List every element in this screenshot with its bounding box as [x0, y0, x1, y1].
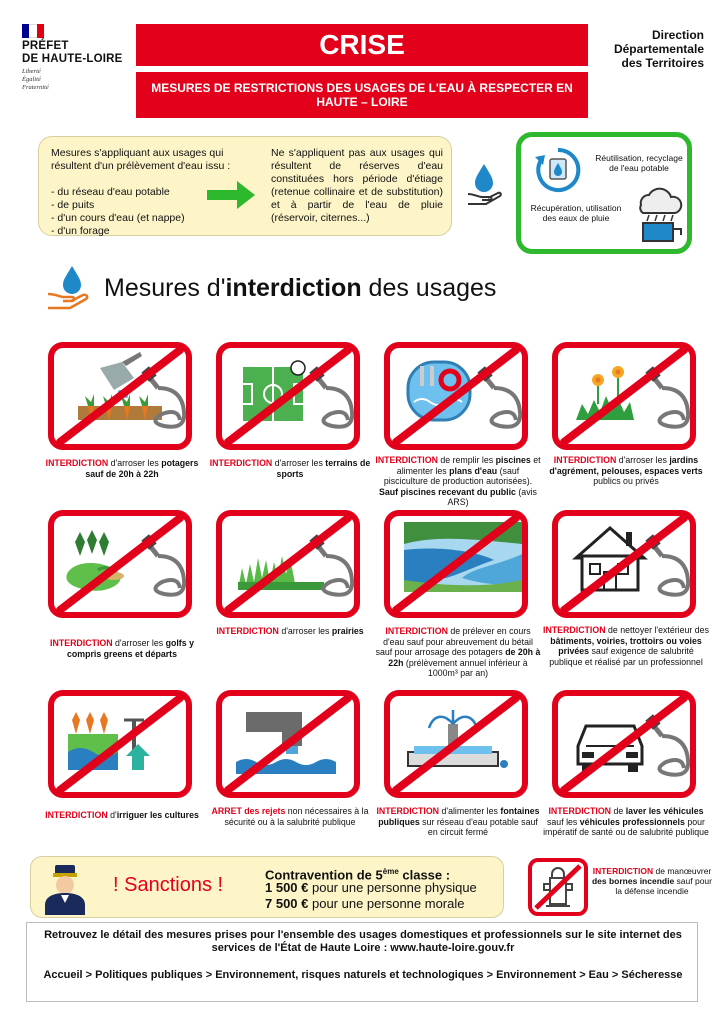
- more-info-footer: [26, 922, 698, 1002]
- golf-course-icon: [48, 510, 192, 618]
- direction-label: Direction Départementale des Territoires: [613, 28, 704, 70]
- car-wash-icon: [552, 690, 696, 798]
- rain-collector-icon: [631, 185, 685, 243]
- hydrant-caption: INTERDICTION de manœuvrer des bornes incendie sauf pour la défense incendie: [591, 866, 712, 896]
- fountain-icon: [384, 690, 528, 798]
- restriction-caption: INTERDICTION d'arroser les potagers sauf de 20h à 22h: [45, 458, 199, 479]
- house-icon: [552, 510, 696, 618]
- fine-legal-entity: 7 500 € pour une personne morale: [265, 896, 465, 911]
- scope-panel: [38, 136, 452, 236]
- arrow-right-icon: [207, 181, 255, 209]
- republic-motto: Liberté Égalité Fraternité: [22, 68, 49, 91]
- prefecture-name: PRÉFET DE HAUTE-LOIRE: [22, 40, 123, 65]
- restriction-caption: INTERDICTION d'arroser les jardins d'agrément, pelouses, espaces verts publics ou privés: [549, 455, 703, 487]
- restriction-caption: INTERDICTION d'arroser les golfs y compris greens et départs: [50, 638, 194, 659]
- restriction-caption: INTERDICTION de remplir les piscines et alimenter les plans d'eau (sauf pisciculture de production autorisées). Sauf piscines recevant du public (avis ARS): [375, 455, 541, 508]
- sports-field-icon: [216, 342, 360, 450]
- water-reuse-panel: [516, 132, 692, 254]
- french-flag-icon: [22, 24, 44, 38]
- swimming-pool-icon: [384, 342, 528, 450]
- restriction-caption: INTERDICTION de prélever en cours d'eau sauf pour abreuvement du bétail sauf pour arrosage des potagers de 20h à 22h (prélèvement annuel inférieur à 1000m³ par an): [375, 626, 541, 679]
- breadcrumb: Accueil > Politiques publiques > Environnement, risques naturels et technologiques > Environnement > Eau > Sécheresse: [43, 969, 683, 981]
- restriction-caption: INTERDICTION d'alimenter les fontaines publiques sur réseau d'eau potable sauf en circuit fermé: [376, 806, 540, 838]
- meadow-icon: [216, 510, 360, 618]
- restriction-caption: INTERDICTION d'irriguer les cultures: [45, 810, 199, 820]
- gendarme-icon: [41, 861, 89, 915]
- restriction-caption: INTERDICTION d'arroser les terrains de sports: [209, 458, 371, 479]
- restrictions-subtitle: MESURES DE RESTRICTIONS DES USAGES DE L'EAU À RESPECTER EN HAUTE – LOIRE: [136, 72, 588, 118]
- fine-natural-person: 1 500 € pour une personne physique: [265, 880, 477, 895]
- contravention-title: Contravention de 5ème classe :: [265, 867, 451, 883]
- restriction-caption: ARRET des rejets non nécessaires à la sécurité ou à la salubrité publique: [211, 806, 369, 827]
- prefecture-logo: [22, 24, 132, 92]
- sanctions-panel: [30, 856, 504, 918]
- reuse-label: Réutilisation, recyclage de l'eau potable: [595, 153, 683, 173]
- water-drop-hand-icon: [46, 264, 92, 310]
- water-drop-hand-icon: [466, 162, 502, 206]
- rainwater-label: Récupération, utilisation des eaux de pluie: [530, 203, 622, 223]
- restriction-caption: INTERDICTION de nettoyer l'extérieur des bâtiments, voiries, trottoirs ou voies privées sauf exigence de salubrité publique et réalisé par un professionnel: [543, 625, 709, 667]
- river-icon: [384, 510, 528, 618]
- restriction-caption: INTERDICTION de laver les véhicules sauf les véhicules professionnels pour impératif de santé ou de salubrité publique: [543, 806, 709, 838]
- crisis-banner: CRISE: [136, 24, 588, 66]
- section-title: Mesures d'interdiction des usages: [104, 274, 497, 302]
- recycle-water-icon: [533, 145, 583, 195]
- more-info-text: Retrouvez le détail des mesures prises pour l'ensemble des usages domestiques et professionnels sur le site internet des services de l'État de Haute Loire : www.haute-loire.gouv.fr: [44, 929, 682, 954]
- applies-to-text: Mesures s'appliquant aux usages qui résultent d'un prélèvement d'eau issu : - du réseau d'eau potable - de puits - d'un cours d'eau (et nappe) - d'un forage: [51, 147, 231, 237]
- restriction-caption: INTERDICTION d'arroser les prairies: [216, 626, 364, 636]
- discharge-pipe-icon: [216, 690, 360, 798]
- flower-garden-icon: [552, 342, 696, 450]
- crop-irrigation-icon: [48, 690, 192, 798]
- not-applies-text: Ne s'appliquent pas aux usages qui résultent de réserves d'eau constituées hors période d'étiage (retenue collinaire et de substitution) et à partir de l'eau de pluie (réservoir, citernes...): [271, 147, 443, 224]
- vegetable-garden-icon: [48, 342, 192, 450]
- fire-hydrant-icon: [528, 858, 588, 916]
- sanctions-label: ! Sanctions !: [113, 874, 224, 896]
